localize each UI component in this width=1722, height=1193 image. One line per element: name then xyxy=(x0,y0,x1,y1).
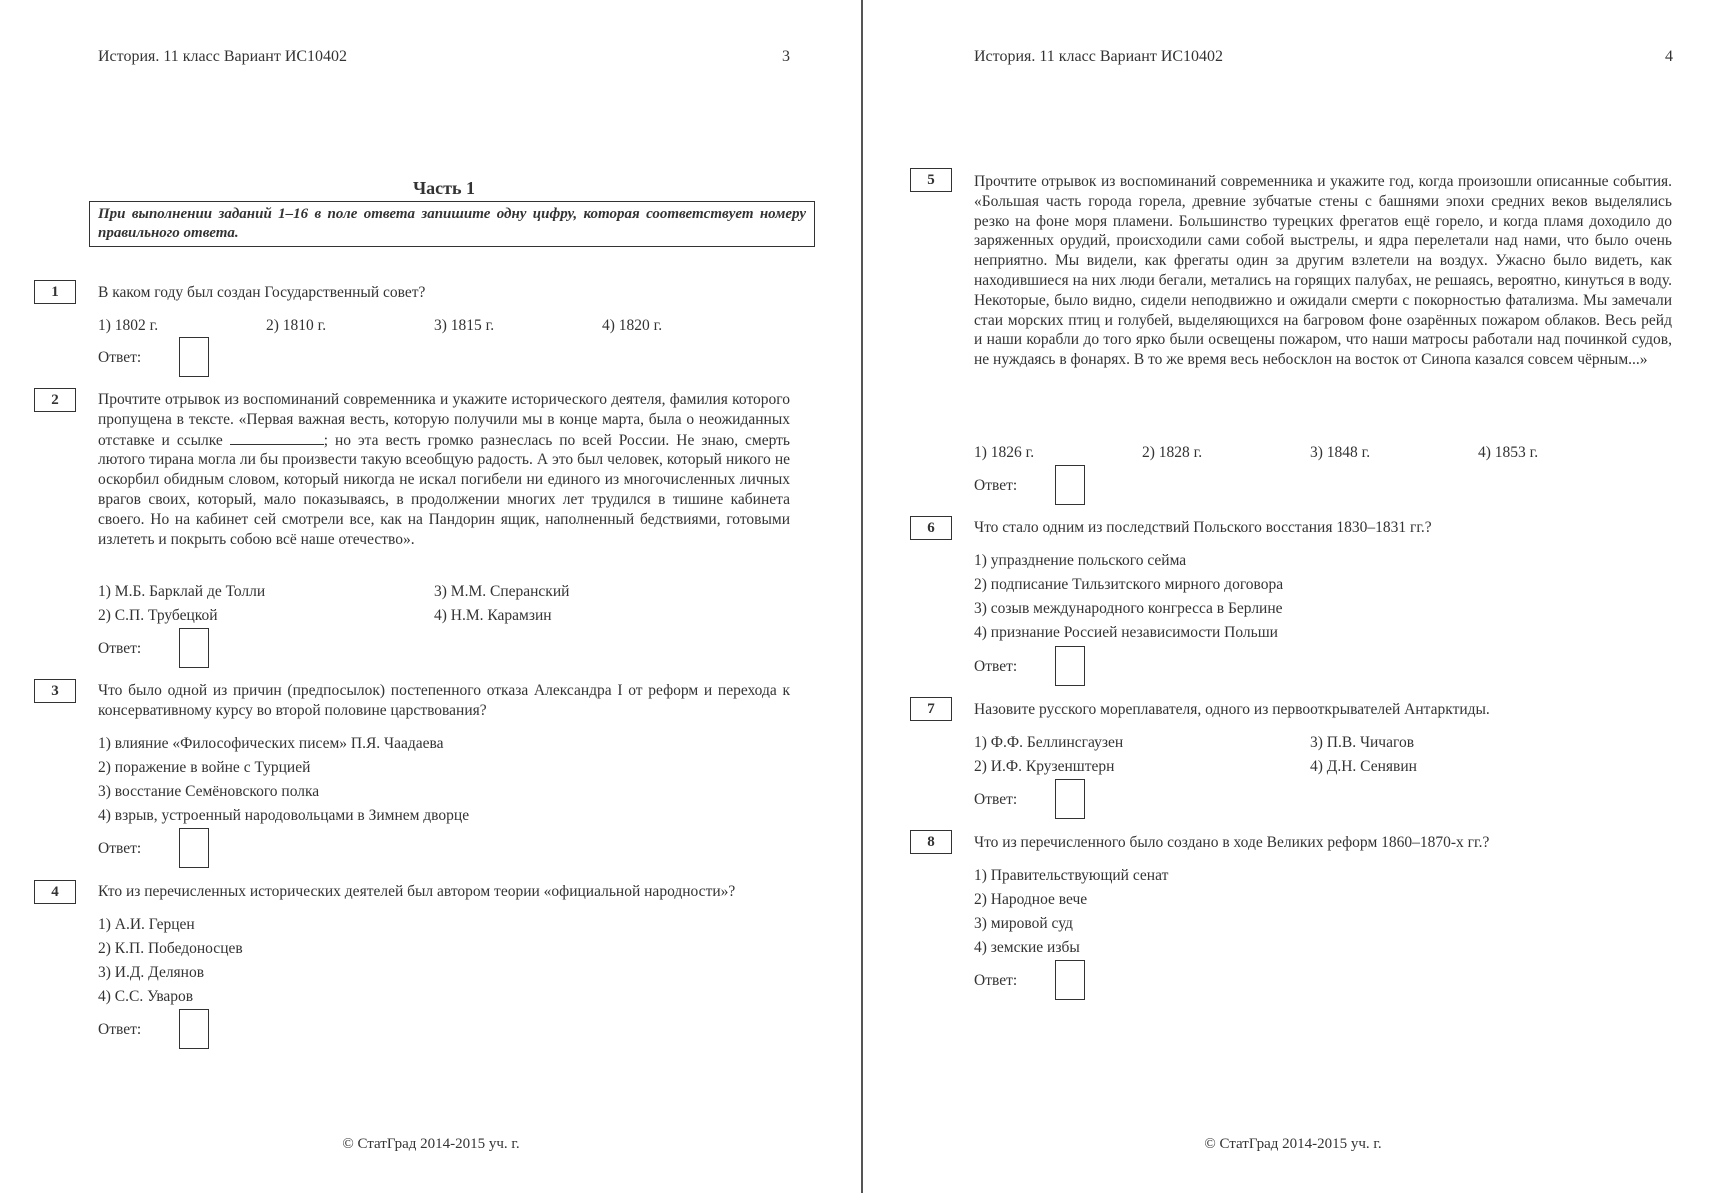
question-text-1: В каком году был создан Государственный совет? xyxy=(98,284,426,301)
question-number-5: 5 xyxy=(910,168,952,192)
option-5-3: 3) 1848 г. xyxy=(1310,444,1371,461)
answer-box-8[interactable] xyxy=(1055,960,1085,1000)
answer-label-3: Ответ: xyxy=(98,840,142,857)
answer-label-2: Ответ: xyxy=(98,640,142,657)
answer-label-6: Ответ: xyxy=(974,658,1018,675)
option-6-4: 4) признание Россией независимости Польши xyxy=(974,624,1278,641)
instruction-box: При выполнении заданий 1–16 в поле ответа запишите одну цифру, которая соответствует номеру правильного ответа. xyxy=(89,201,815,247)
answer-label-5: Ответ: xyxy=(974,477,1018,494)
option-8-1: 1) Правительствующий сенат xyxy=(974,867,1169,884)
page-number: 3 xyxy=(782,48,790,65)
right-page xyxy=(864,0,1722,1193)
option-1-1: 1) 1802 г. xyxy=(98,317,159,334)
question-number-3: 3 xyxy=(34,679,76,703)
question-number-7: 7 xyxy=(910,697,952,721)
page-footer: © СтатГрад 2014-2015 уч. г. xyxy=(1204,1136,1382,1152)
question-text-4: Кто из перечисленных исторических деятелей был автором теории «официальной народности»? xyxy=(98,883,736,900)
question-text-2-before: Прочтите отрывок из воспоминаний современника и укажите исторического деятеля, фамилия которого пропущена в тексте. «Первая важная весть, которую получили мы в конце марта, была о неожиданных отставке и ссылке xyxy=(98,391,790,449)
option-4-3: 3) И.Д. Делянов xyxy=(98,964,205,981)
page-header-title: История. 11 класс Вариант ИС10402 xyxy=(974,48,1224,65)
question-text-3: Что было одной из причин (предпосылок) постепенного отказа Александра I от реформ и перехода к консервативному курсу во второй половине царствования? xyxy=(98,682,790,719)
answer-box-4[interactable] xyxy=(179,1009,209,1049)
option-4-1: 1) А.И. Герцен xyxy=(98,916,195,933)
answer-box-2[interactable] xyxy=(179,628,209,668)
option-6-1: 1) упразднение польского сейма xyxy=(974,552,1187,569)
option-5-1: 1) 1826 г. xyxy=(974,444,1035,461)
page-divider xyxy=(861,0,863,1193)
question-text-2 xyxy=(98,390,790,549)
page-header-title: История. 11 класс Вариант ИС10402 xyxy=(98,48,348,65)
question-text-7: Назовите русского мореплавателя, одного из первооткрывателей Антарктиды. xyxy=(974,701,1490,718)
answer-label-7: Ответ: xyxy=(974,791,1018,808)
answer-label-1: Ответ: xyxy=(98,349,142,366)
option-1-3: 3) 1815 г. xyxy=(434,317,495,334)
question-number-1: 1 xyxy=(34,280,76,304)
option-2-4: 4) Н.М. Карамзин xyxy=(434,607,552,624)
option-2-1: 1) М.Б. Барклай де Толли xyxy=(98,583,266,600)
question-number-6: 6 xyxy=(910,516,952,540)
option-2-2: 2) С.П. Трубецкой xyxy=(98,607,218,624)
question-number-4: 4 xyxy=(34,880,76,904)
answer-box-3[interactable] xyxy=(179,828,209,868)
answer-label-8: Ответ: xyxy=(974,972,1018,989)
option-5-4: 4) 1853 г. xyxy=(1478,444,1539,461)
option-3-4: 4) взрыв, устроенный народовольцами в Зимнем дворце xyxy=(98,807,470,824)
option-7-1: 1) Ф.Ф. Беллинсгаузен xyxy=(974,734,1124,751)
question-number-8: 8 xyxy=(910,830,952,854)
option-7-4: 4) Д.Н. Сенявин xyxy=(1310,758,1417,775)
page-number: 4 xyxy=(1665,48,1673,65)
question-text-6: Что стало одним из последствий Польского восстания 1830–1831 гг.? xyxy=(974,519,1432,536)
option-6-2: 2) подписание Тильзитского мирного договора xyxy=(974,576,1284,593)
option-5-2: 2) 1828 г. xyxy=(1142,444,1203,461)
option-8-3: 3) мировой суд xyxy=(974,915,1073,932)
answer-label-4: Ответ: xyxy=(98,1021,142,1038)
answer-box-6[interactable] xyxy=(1055,646,1085,686)
page-footer: © СтатГрад 2014-2015 уч. г. xyxy=(342,1136,520,1152)
question-text-2-after: ; но эта весть громко разнеслась по всей России. Не знаю, смерть лютого тирана могла ли бы произвести такую всеобщую радость. А это был человек, который никого не оскорбил обидным словом, который никогда не искал погибели ни единого из многочисленных личных врагов своих, который, мало показываясь, в продолжении многих лет трудился в тишине кабинета своего. Но на кабинет сей смотрели все, как на Пандорин ящик, наполненный бедствиями, готовыми излететь и покрыть собою всё наше отечество». xyxy=(98,431,791,548)
option-3-3: 3) восстание Семёновского полка xyxy=(98,783,320,800)
answer-box-5[interactable] xyxy=(1055,465,1085,505)
question-text-5: Прочтите отрывок из воспоминаний современника и укажите год, когда произошли описанные события. «Большая часть города горела, древние зубчатые стены с башнями эпохи средних веков выделялись резко на фоне моря пламени. Большинство турецких фрегатов ещё горело, и когда пламя доходило до заряженных орудий, происходили сами собой выстрелы, и ядра перелетали над нами, что было очень неприятно. Мы видели, как фрегаты один за другим взлетели на воздух. Ужасно было видеть, как находившиеся на них люди бегали, метались на горящих палубах, не решаясь, вероятно, кинуться в воду. Некоторые, было видно, сидели неподвижно и ожидали смерти с покорностью фатализма. Мы замечали стаи морских птиц и голубей, выделяющихся на багровом фоне озарённых пожаром облаков. Весь рейд и наши корабли до того ярко были освещены пожаром, что наши матросы работали над починкой судов, не нуждаясь в фонарях. В то же время весь небосклон на восток от Синопа казался совсем чёрным...» xyxy=(974,173,1672,369)
answer-box-1[interactable] xyxy=(179,337,209,377)
option-3-1: 1) влияние «Философических писем» П.Я. Чаадаева xyxy=(98,735,444,752)
option-4-2: 2) К.П. Победоносцев xyxy=(98,940,243,957)
option-8-2: 2) Народное вече xyxy=(974,891,1088,908)
question-number-2: 2 xyxy=(34,388,76,412)
option-8-4: 4) земские избы xyxy=(974,939,1080,956)
option-7-3: 3) П.В. Чичагов xyxy=(1310,734,1415,751)
option-1-2: 2) 1810 г. xyxy=(266,317,327,334)
option-7-2: 2) И.Ф. Крузенштерн xyxy=(974,758,1115,775)
missing-name-blank xyxy=(230,430,324,445)
answer-box-7[interactable] xyxy=(1055,779,1085,819)
option-6-3: 3) созыв международного конгресса в Берлине xyxy=(974,600,1283,617)
part-title: Часть 1 xyxy=(412,178,476,198)
question-text-8: Что из перечисленного было создано в ходе Великих реформ 1860–1870-х гг.? xyxy=(974,834,1490,851)
option-1-4: 4) 1820 г. xyxy=(602,317,663,334)
option-3-2: 2) поражение в войне с Турцией xyxy=(98,759,311,776)
option-2-3: 3) М.М. Сперанский xyxy=(434,583,570,600)
option-4-4: 4) С.С. Уваров xyxy=(98,988,194,1005)
